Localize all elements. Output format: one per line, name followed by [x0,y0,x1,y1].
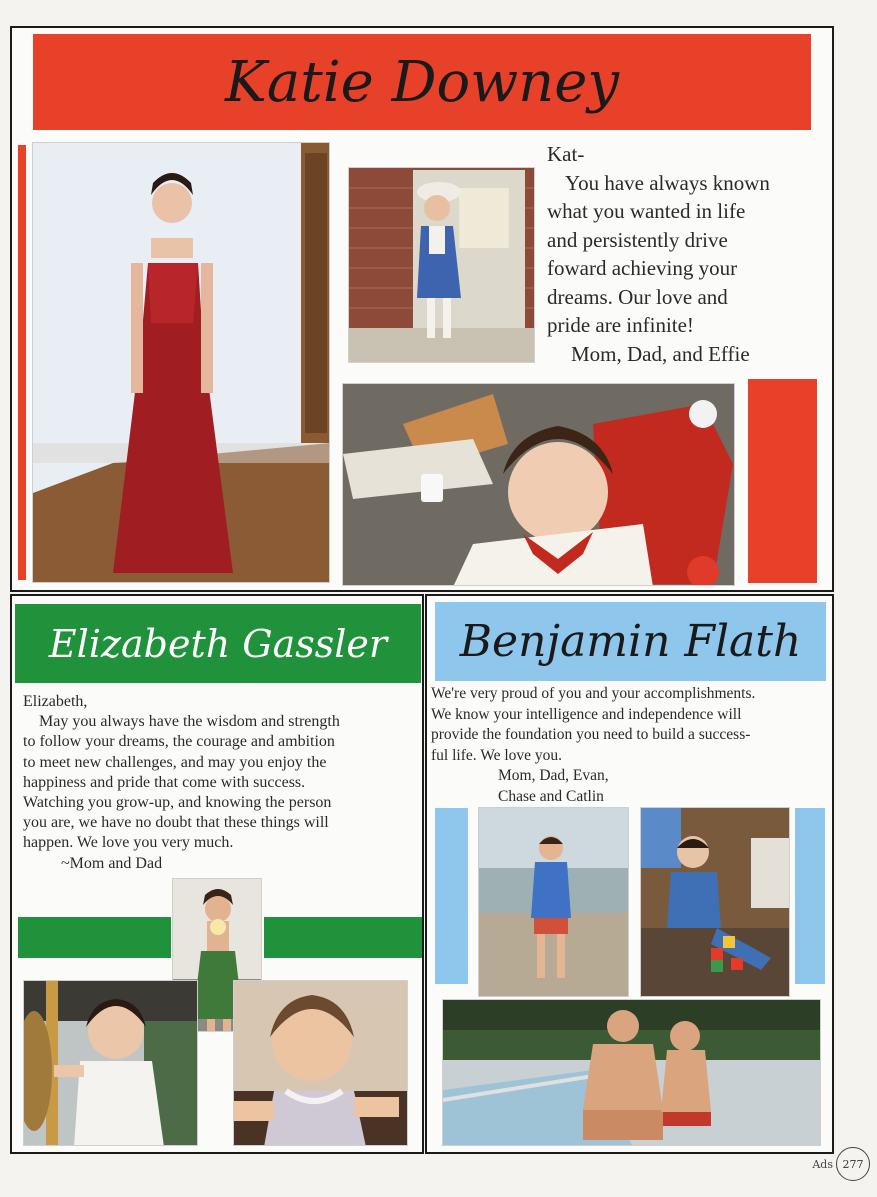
benjamin-message-line: We know your intelligence and independence will [431,705,742,723]
katie-message-signature: Mom, Dad, and Effie [571,341,750,366]
elizabeth-message-line: you are, we have no doubt that these things will [23,814,329,832]
elizabeth-name: Elizabeth Gassler [48,621,388,666]
elizabeth-message-line: happen. We love you very much. [23,834,234,852]
katie-message-line: foward achieving your [547,256,738,280]
elizabeth-toddler-photo-image [234,981,408,1146]
elizabeth-message-line: May you always have the wisdom and strength [39,713,340,731]
benjamin-message-signature: Chase and Catlin [498,787,604,805]
benjamin-pool-photo [442,999,821,1146]
elizabeth-message-line: happiness and pride that come with success. [23,773,306,791]
benjamin-message-signature: Mom, Dad, Evan, [498,767,609,784]
elizabeth-carousel-photo [23,980,198,1146]
benjamin-message [431,684,831,807]
elizabeth-toddler-photo [233,980,408,1146]
benjamin-beach-photo [478,807,629,997]
elizabeth-message-line: to meet new challenges, and may you enjoy the [23,753,327,771]
elizabeth-green-strip-left [18,917,171,958]
katie-left-accent-bar [18,145,26,580]
elizabeth-message-line: Watching you grow-up, and knowing the person [23,794,332,812]
benjamin-right-accent-bar [795,808,825,984]
elizabeth-message-greeting: Elizabeth, [23,693,88,710]
katie-baby-photo-image [343,384,735,586]
benjamin-beach-photo-image [479,808,629,997]
elizabeth-name-banner [15,604,421,683]
katie-message-line: what you wanted in life [547,199,746,223]
elizabeth-message-signature: ~Mom and Dad [61,854,163,872]
elizabeth-carousel-photo-image [24,981,198,1146]
elizabeth-message-line: to follow your dreams, the courage and ambition [23,733,335,751]
katie-message [547,140,832,368]
katie-prom-photo-image [33,143,330,583]
benjamin-pool-photo-image [443,1000,821,1146]
elizabeth-message [23,692,421,874]
benjamin-message-line: ful life. We love you. [431,746,563,764]
benjamin-blocks-photo-image [641,808,790,997]
katie-message-line: and persistently drive [547,227,728,252]
benjamin-message-line: We're very proud of you and your accomplishments. [431,685,756,702]
page-footer [800,1146,870,1182]
katie-doorway-photo-image [349,168,535,363]
benjamin-name: Benjamin Flath [459,616,802,667]
katie-right-accent-block [748,379,817,583]
elizabeth-green-strip-right [264,917,422,958]
katie-name-banner [33,34,811,130]
katie-childhood-doorway-photo [348,167,535,363]
benjamin-left-accent-bar [435,808,468,984]
katie-message-line: You have always known [565,170,770,195]
katie-name: Katie Downey [225,49,619,115]
benjamin-blocks-photo [640,807,790,997]
benjamin-message-line: provide the foundation you need to build a success- [431,726,751,743]
footer-section-label: Ads [812,1157,833,1171]
benjamin-name-banner [435,602,826,681]
katie-prom-photo [32,142,330,583]
page-number: 277 [836,1147,870,1181]
katie-baby-photo [342,383,735,586]
katie-message-line: pride are infinite! [547,313,694,337]
katie-message-greeting: Kat- [547,142,585,166]
katie-message-line: dreams. Our love and [547,284,728,309]
